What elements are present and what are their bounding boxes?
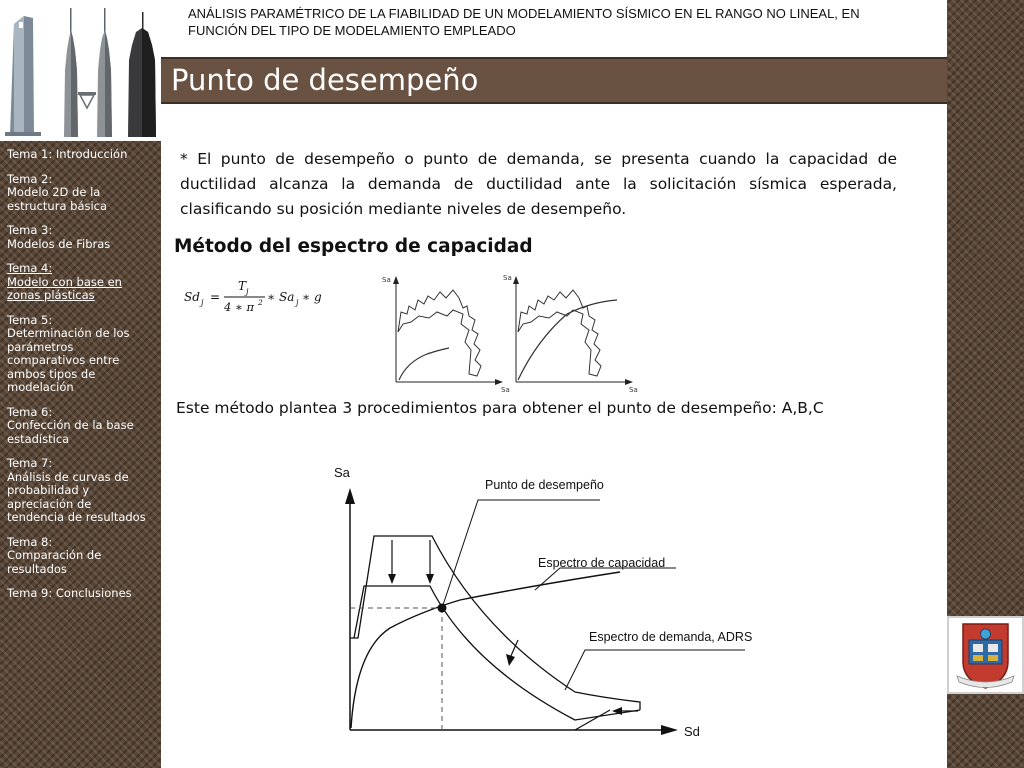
point-leader: [442, 500, 600, 608]
formula-denominator: 4 ∗ π: [224, 300, 255, 314]
formula-rest: ∗ Sa: [267, 290, 295, 304]
sidebar-item-line: resultados: [7, 561, 67, 576]
sidebar-item-line: Modelo con base en: [7, 274, 122, 289]
sidebar-item-tema-9[interactable]: [0, 587, 161, 601]
sidebar-item-line: modelación: [7, 380, 74, 394]
demand-spectrum-lower: [354, 586, 640, 720]
sidebar-item-line: tendencia de resultados: [7, 510, 146, 524]
sidebar-item-tema-7[interactable]: [0, 457, 161, 525]
sidebar-item-line: Tema 6:: [7, 404, 53, 419]
schematic-2-capacity-curve: [518, 300, 617, 380]
sidebar-item-tema-2[interactable]: [0, 173, 161, 214]
skyline-image: [0, 0, 161, 141]
sidebar: [0, 0, 161, 768]
university-logo: [947, 616, 1024, 694]
performance-point-diagram: [320, 460, 753, 750]
intro-paragraph: * El punto de desempeño o punto de demanda, se presenta cuando la capacidad de ductilidad alcanza la demanda de ductilidad ante la solicitación sísmica esperada, clasificando su posición mediante niveles de desempeño.: [180, 150, 897, 218]
capacity-spectrum-curve: [351, 572, 620, 728]
presentation-header: [188, 5, 918, 39]
formula-equals: =: [210, 290, 221, 304]
schematic-1-ylabel: Sa: [382, 276, 391, 284]
header-line-1: ANÁLISIS PARAMÉTRICO DE LA FIABILIDAD DE UN MODELAMIENTO SÍSMICO EN EL RANGO NO LINEAL, EN: [188, 6, 860, 21]
method-heading: Método del espectro de capacidad: [174, 236, 533, 257]
procedures-text: Este método plantea 3 procedimientos para obtener el punto de desempeño: A,B,C: [176, 399, 824, 417]
schematic-2-xlabel: Sa: [629, 386, 638, 394]
sidebar-item-line: Tema 1: Introducción: [7, 147, 128, 161]
schematic-1-capacity-curve: [399, 348, 449, 380]
sidebar-item-line: zonas plásticas: [7, 288, 95, 302]
sidebar-item-line: Tema 9: Conclusiones: [7, 586, 132, 600]
sidebar-item-line: parámetros: [7, 339, 74, 354]
reduction-arrow-3: [510, 640, 518, 658]
sidebar-item-tema-1[interactable]: [0, 148, 161, 162]
schematic-chart-2: [503, 274, 638, 394]
sidebar-item-line: estructura básica: [7, 198, 108, 213]
label-performance-point: Punto de desempeño: [485, 478, 604, 492]
page-title: Punto de desempeño: [171, 63, 479, 97]
university-logo-icon: [949, 618, 1022, 692]
sd-formula: [184, 276, 364, 316]
label-capacity-spectrum: Espectro de capacidad: [538, 556, 666, 570]
y-axis-arrow: [345, 488, 355, 504]
capacity-leader: [535, 568, 676, 590]
sidebar-item-tema-3[interactable]: [0, 224, 161, 251]
sidebar-item-line: Tema 2:: [7, 171, 53, 186]
schematic-chart-1: [382, 276, 510, 394]
sidebar-item-line: Tema 5:: [7, 312, 53, 327]
schematic-1-demand-band: [398, 290, 481, 376]
skyscraper-icon: [0, 0, 161, 141]
schematic-2-demand-band: [518, 290, 601, 376]
demand-tail: [575, 710, 610, 730]
schematic-2-ylabel: Sa: [503, 274, 512, 282]
sidebar-item-tema-6[interactable]: [0, 406, 161, 447]
formula-denominator-exp: 2: [258, 298, 263, 307]
sidebar-item-line: Modelo 2D de la: [7, 185, 101, 199]
sidebar-item-line: Confección de la base: [7, 418, 134, 432]
demand-leader: [565, 650, 745, 690]
formula-lhs: Sd: [184, 290, 200, 304]
x-axis-arrow: [661, 725, 678, 735]
formula-tail: ∗ g: [302, 290, 322, 304]
header-line-2: FUNCIÓN DEL TIPO DE MODELAMIENTO EMPLEADO: [188, 23, 516, 38]
sidebar-item-line: Tema 7:: [7, 456, 53, 470]
sidebar-item-line: Determinación de los: [7, 326, 130, 340]
x-axis-label: Sd: [684, 724, 700, 739]
sidebar-item-line: Comparación de: [7, 548, 102, 562]
capacity-schematics: [377, 270, 639, 396]
sidebar-item-tema-5[interactable]: [0, 314, 161, 395]
sidebar-item-line: ambos tipos de: [7, 366, 96, 381]
formula-lhs-sub: j: [201, 298, 204, 307]
label-demand-spectrum: Espectro de demanda, ADRS: [589, 630, 753, 644]
sidebar-item-line: Tema 4:: [7, 261, 53, 275]
formula-rest-sub: j: [296, 298, 299, 307]
sidebar-item-line: Modelos de Fibras: [7, 236, 111, 251]
title-bar: [161, 57, 947, 104]
sidebar-item-tema-8[interactable]: [0, 536, 161, 577]
formula-numerator-sub: j: [246, 287, 249, 296]
sidebar-item-line: Tema 3:: [7, 223, 53, 237]
formula-numerator: T: [238, 279, 247, 293]
schematic-1-xlabel: Sa: [501, 386, 510, 394]
sidebar-item-line: apreciación de: [7, 496, 92, 511]
y-axis-label: Sa: [334, 465, 350, 480]
sidebar-item-line: comparativos entre: [7, 353, 120, 367]
sidebar-item-line: Tema 8:: [7, 534, 53, 549]
sidebar-item-line: estadística: [7, 431, 70, 446]
sidebar-item-line: probabilidad y: [7, 483, 90, 497]
sidebar-item-tema-4[interactable]: [0, 262, 161, 303]
topic-nav: [0, 141, 161, 612]
sidebar-item-line: Análisis de curvas de: [7, 469, 129, 484]
